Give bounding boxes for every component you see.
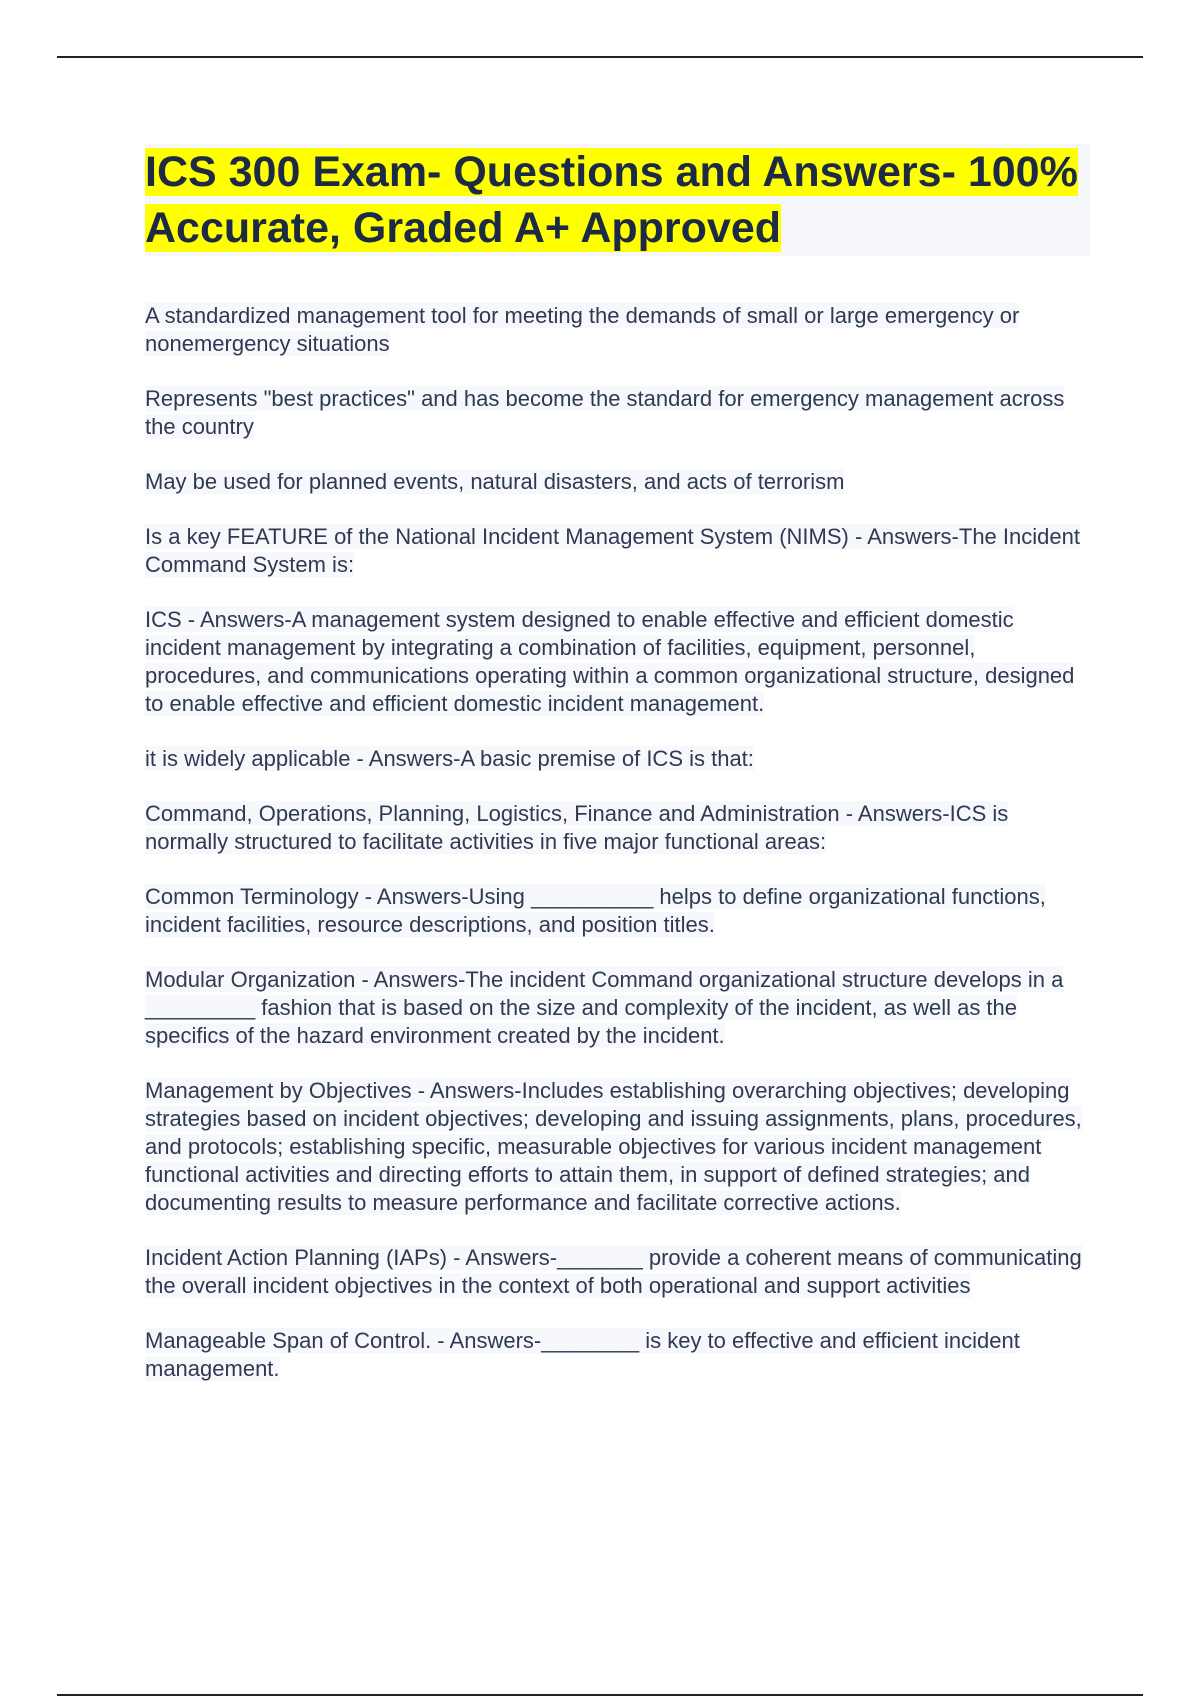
document-title-text: ICS 300 Exam- Questions and Answers- 100% Accurate, Graded A+ Approved bbox=[145, 148, 1078, 252]
paragraph-3-text: May be used for planned events, natural disasters, and acts of terrorism bbox=[145, 469, 845, 494]
title-block bbox=[145, 144, 1090, 256]
paragraph-6-text: it is widely applicable - Answers-A basic premise of ICS is that: bbox=[145, 746, 754, 771]
bottom-rule bbox=[57, 1694, 1143, 1696]
paragraph-8-text: Common Terminology - Answers-Using __________ helps to define organizational functions, incident facilities, resource descriptions, and position titles. bbox=[145, 884, 1046, 937]
paragraph-3 bbox=[145, 468, 1090, 496]
paragraph-2 bbox=[145, 385, 1090, 441]
paragraph-9 bbox=[145, 966, 1090, 1050]
paragraph-4 bbox=[145, 523, 1090, 579]
document-content bbox=[145, 144, 1090, 1410]
paragraph-11 bbox=[145, 1244, 1090, 1300]
paragraph-12 bbox=[145, 1327, 1090, 1383]
paragraph-6 bbox=[145, 745, 1090, 773]
top-rule bbox=[57, 56, 1143, 58]
paragraph-5-text: ICS - Answers-A management system designed to enable effective and efficient domestic incident management by integrating a combination of facilities, equipment, personnel, procedures, and communications operating within a common organizational structure, designed to enable effective and efficient domestic incident management. bbox=[145, 607, 1075, 716]
paragraph-7-text: Command, Operations, Planning, Logistics, Finance and Administration - Answers-ICS is normally structured to facilitate activities in five major functional areas: bbox=[145, 801, 1009, 854]
paragraph-1 bbox=[145, 302, 1090, 358]
paragraph-2-text: Represents "best practices" and has become the standard for emergency management across the country bbox=[145, 386, 1065, 439]
paragraph-11-text: Incident Action Planning (IAPs) - Answers-_______ provide a coherent means of communicating the overall incident objectives in the context of both operational and support activities bbox=[145, 1245, 1082, 1298]
paragraph-4-text: Is a key FEATURE of the National Incident Management System (NIMS) - Answers-The Incident Command System is: bbox=[145, 524, 1080, 577]
paragraph-9-text: Modular Organization - Answers-The incident Command organizational structure develops in a _________ fashion that is based on the size and complexity of the incident, as well as the specifics of the hazard environment created by the incident. bbox=[145, 967, 1064, 1048]
document-title bbox=[145, 144, 1090, 256]
paragraph-5 bbox=[145, 606, 1090, 718]
paragraph-12-text: Manageable Span of Control. - Answers-________ is key to effective and efficient incident management. bbox=[145, 1328, 1020, 1381]
paragraph-7 bbox=[145, 800, 1090, 856]
paragraph-10 bbox=[145, 1077, 1090, 1217]
paragraph-8 bbox=[145, 883, 1090, 939]
paragraph-1-text: A standardized management tool for meeting the demands of small or large emergency or nonemergency situations bbox=[145, 303, 1020, 356]
paragraph-10-text: Management by Objectives - Answers-Includes establishing overarching objectives; developing strategies based on incident objectives; developing and issuing assignments, plans, procedures, and protocols; establishing specific, measurable objectives for various incident management functional activities and directing efforts to attain them, in support of defined strategies; and documenting results to measure performance and facilitate corrective actions. bbox=[145, 1078, 1082, 1215]
